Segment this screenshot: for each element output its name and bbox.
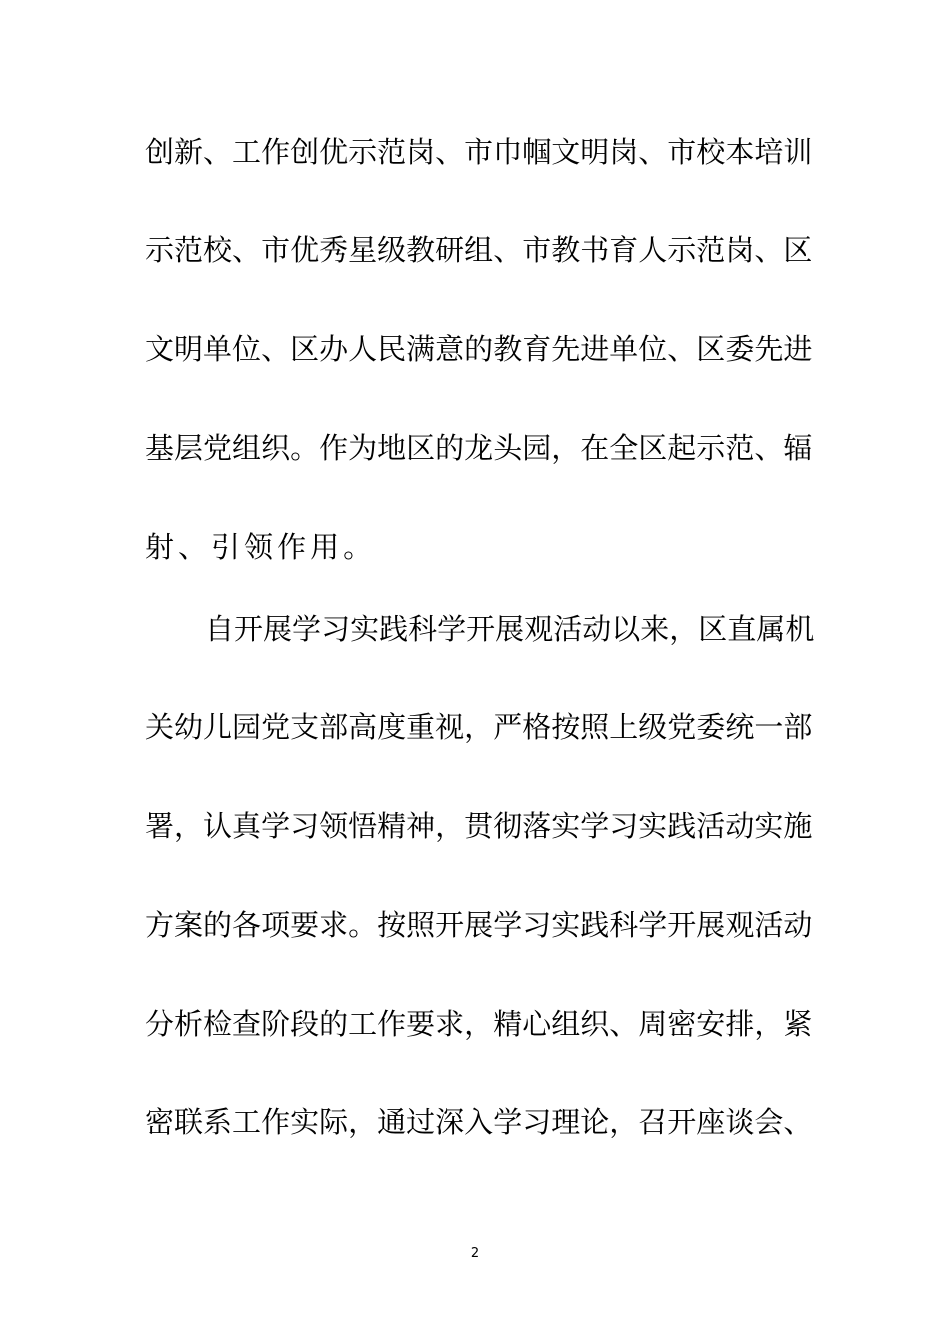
text-char: 、 [754,431,784,465]
text-char: 实 [290,1105,320,1139]
page-number: 2 [470,1246,480,1261]
text-char: 园 [232,710,262,744]
text-char: 先 [754,332,784,366]
text-char: 动 [582,612,612,646]
text-char: 区 [638,431,668,465]
text-char: 精 [493,1007,523,1041]
text-char: 实 [638,809,668,843]
text-char: 习 [321,612,351,646]
text-char: 学 [493,1105,523,1139]
paragraph-first-line [205,609,815,649]
text-char: 开 [234,612,264,646]
text-char: 创 [145,135,175,169]
text-char: 践 [667,809,697,843]
body-text-line [145,132,813,172]
text-char: 活 [553,612,583,646]
text-char: 、 [638,135,668,169]
text-char: 区 [696,332,726,366]
text-char: 关 [145,710,175,744]
text-char: 作 [277,530,311,564]
text-char: 、 [232,233,262,267]
text-char: 市 [667,135,697,169]
text-char: 市 [464,135,494,169]
text-char: 阶 [261,1007,291,1041]
text-char: 高 [348,710,378,744]
text-char: 学 [437,612,467,646]
text-char: 引 [211,530,245,564]
text-char: 岗 [406,135,436,169]
text-char: 段 [290,1007,320,1041]
text-char: 机 [785,612,815,646]
text-char: 要 [406,1007,436,1041]
text-char: 自 [205,612,235,646]
text-char: 组 [551,1007,581,1041]
text-char: 、 [261,332,291,366]
text-char: 案 [174,908,204,942]
text-char: 委 [725,332,755,366]
text-char: 基 [145,431,175,465]
text-char: 认 [203,809,233,843]
text-char: 实 [754,809,784,843]
text-char: 召 [638,1105,668,1139]
text-char: 习 [522,1105,552,1139]
text-char: 培 [754,135,784,169]
text-char: 范 [174,233,204,267]
text-char: 通 [377,1105,407,1139]
text-char: 岗 [609,135,639,169]
text-char: 开 [667,1105,697,1139]
text-char: 区 [406,431,436,465]
text-char: 论 [580,1105,610,1139]
text-char: 、 [783,1105,813,1139]
text-char: 直 [727,612,757,646]
text-char: 以 [611,612,641,646]
text-char: 密 [145,1105,175,1139]
body-text-line [145,527,805,567]
text-char: 深 [435,1105,465,1139]
text-char: 训 [783,135,813,169]
text-char: 排 [725,1007,755,1041]
text-char: 党 [203,431,233,465]
text-char: 先 [551,332,581,366]
text-char: 谈 [725,1105,755,1139]
text-char: 彻 [493,809,523,843]
text-char: 、 [178,530,212,564]
text-char: 全 [609,431,639,465]
text-char: 科 [408,612,438,646]
text-char: 照 [406,908,436,942]
text-char: 心 [522,1007,552,1041]
text-char: 严 [493,710,523,744]
text-char: 开 [435,908,465,942]
text-char: 活 [696,809,726,843]
text-char: 岗 [725,233,755,267]
text-char: 书 [580,233,610,267]
text-char: 组 [232,431,262,465]
text-char: 范 [377,135,407,169]
text-char: 在 [580,431,610,465]
text-char: 织 [580,1007,610,1041]
body-text-line [145,230,813,270]
text-char: 龙 [464,431,494,465]
text-char: 办 [319,332,349,366]
text-char: 位 [232,332,262,366]
text-char: 新 [174,135,204,169]
text-char: 领 [319,809,349,843]
text-char: 学 [580,809,610,843]
text-char: 过 [406,1105,436,1139]
text-char: 展 [263,612,293,646]
text-char: 星 [348,233,378,267]
text-char: 各 [232,908,262,942]
text-char: 格 [522,710,552,744]
text-char: 观 [524,612,554,646]
text-char: 工 [232,135,262,169]
text-char: 项 [261,908,291,942]
text-char: 落 [522,809,552,843]
text-char: 作 [261,1105,291,1139]
body-text-line [145,905,813,945]
text-char: 优 [319,135,349,169]
text-char: ， [435,809,465,843]
text-char: 来 [640,612,670,646]
text-char: 示 [145,233,175,267]
text-char: 织 [261,431,291,465]
text-char: 层 [174,431,204,465]
text-char: 区 [698,612,728,646]
text-char: 学 [638,908,668,942]
text-char: 教 [406,233,436,267]
text-char: 、 [493,233,523,267]
text-char: 优 [290,233,320,267]
text-char: 分 [145,1007,175,1041]
body-text-line [145,1102,813,1142]
text-char: 的 [435,431,465,465]
text-char: 育 [609,233,639,267]
text-char: 座 [696,1105,726,1139]
text-char: 范 [725,431,755,465]
text-char: 精 [377,809,407,843]
text-char: 单 [203,332,233,366]
text-char: 、 [203,135,233,169]
text-char: 按 [551,710,581,744]
text-char: 射 [145,530,179,564]
text-char: ， [551,431,581,465]
text-char: 意 [435,332,465,366]
text-char: 展 [495,612,525,646]
text-char: 进 [580,332,610,366]
text-char: 真 [232,809,262,843]
text-char: 活 [754,908,784,942]
text-char: 为 [348,431,378,465]
text-char: 周 [638,1007,668,1041]
text-char: ， [464,1007,494,1041]
text-char: 安 [696,1007,726,1041]
text-char: 联 [174,1105,204,1139]
text-char: 作 [261,135,291,169]
text-char: 园 [522,431,552,465]
text-char: 部 [783,710,813,744]
text-char: 入 [464,1105,494,1139]
text-char: 党 [667,710,697,744]
text-char: 的 [203,908,233,942]
text-char: 求 [435,1007,465,1041]
text-char: 区 [783,233,813,267]
text-char: 检 [203,1007,233,1041]
text-char: 位 [638,332,668,366]
text-char: 儿 [203,710,233,744]
body-text-line [145,707,813,747]
text-char: ， [609,1105,639,1139]
text-char: 署 [145,809,175,843]
text-char: 市 [522,233,552,267]
text-char: 明 [580,135,610,169]
text-char: 部 [319,710,349,744]
text-char: 巾 [493,135,523,169]
text-char: 、 [754,233,784,267]
text-char: 科 [609,908,639,942]
text-char: 支 [290,710,320,744]
text-char: 示 [348,135,378,169]
text-char: 析 [174,1007,204,1041]
text-char: 际 [319,1105,349,1139]
text-char: 学 [292,612,322,646]
text-char: 习 [522,908,552,942]
text-char: 实 [551,908,581,942]
text-char: 动 [725,809,755,843]
text-char: 开 [667,908,697,942]
text-char: 照 [580,710,610,744]
text-char: 进 [783,332,813,366]
text-char: 、 [667,332,697,366]
text-char: 悟 [348,809,378,843]
text-char: 级 [377,233,407,267]
text-char: 。 [290,431,320,465]
text-char: 校 [696,135,726,169]
text-char: 、 [609,1007,639,1041]
text-char: 展 [696,908,726,942]
text-char: 贯 [464,809,494,843]
text-char: 习 [290,809,320,843]
text-char: 人 [348,332,378,366]
text-char: 按 [377,908,407,942]
text-char: 工 [348,1007,378,1041]
text-char: 观 [725,908,755,942]
text-char: 上 [609,710,639,744]
text-char: 会 [754,1105,784,1139]
text-char: 校 [203,233,233,267]
text-char: 开 [466,612,496,646]
text-char: 党 [261,710,291,744]
text-char: 实 [551,809,581,843]
text-char: 委 [696,710,726,744]
text-char: 示 [667,233,697,267]
text-char: 的 [319,1007,349,1041]
text-char: 系 [203,1105,233,1139]
text-char: 民 [377,332,407,366]
text-char: 幼 [174,710,204,744]
text-char: 作 [319,431,349,465]
body-text-line [145,428,813,468]
text-char: 秀 [319,233,349,267]
text-char: 学 [261,809,291,843]
text-char: 学 [493,908,523,942]
text-char: 范 [696,233,726,267]
text-char: 要 [290,908,320,942]
text-char: 起 [667,431,697,465]
text-char: 的 [464,332,494,366]
text-char: 践 [580,908,610,942]
text-char: 辐 [783,431,813,465]
text-char: 文 [145,332,175,366]
text-char: 级 [638,710,668,744]
text-char: 求 [319,908,349,942]
text-char: ， [669,612,699,646]
text-char: 教 [493,332,523,366]
text-char: ， [348,1105,378,1139]
text-char: 教 [551,233,581,267]
text-char: 帼 [522,135,552,169]
text-char: 文 [551,135,581,169]
text-char: 动 [783,908,813,942]
text-char: ， [174,809,204,843]
text-char: 组 [464,233,494,267]
text-char: 育 [522,332,552,366]
text-char: 方 [145,908,175,942]
text-char: 区 [290,332,320,366]
text-char: 作 [377,1007,407,1041]
text-char: 度 [377,710,407,744]
text-char: 重 [406,710,436,744]
text-char: 市 [261,233,291,267]
text-char: 实 [350,612,380,646]
text-char: 人 [638,233,668,267]
text-char: 展 [464,908,494,942]
text-char: 创 [290,135,320,169]
text-char: 习 [609,809,639,843]
text-char: 、 [435,135,465,169]
text-char: 地 [377,431,407,465]
text-char: 工 [232,1105,262,1139]
text-char: 明 [174,332,204,366]
text-char: 用 [310,530,344,564]
text-char: 密 [667,1007,697,1041]
text-char: 示 [696,431,726,465]
text-char: 本 [725,135,755,169]
text-char: 统 [725,710,755,744]
text-char: 理 [551,1105,581,1139]
text-char: 施 [783,809,813,843]
text-char: 。 [348,908,378,942]
text-char: 视 [435,710,465,744]
text-char: 神 [406,809,436,843]
body-text-line [145,329,813,369]
text-char: 一 [754,710,784,744]
text-char: 头 [493,431,523,465]
text-char: 研 [435,233,465,267]
body-text-line [145,1004,813,1044]
text-char: 践 [379,612,409,646]
text-char: 满 [406,332,436,366]
text-char: ， [754,1007,784,1041]
text-char: 查 [232,1007,262,1041]
text-char: ， [464,710,494,744]
text-char: 紧 [783,1007,813,1041]
text-char: 单 [609,332,639,366]
text-char: 。 [343,530,377,564]
text-char: 领 [244,530,278,564]
body-text-line [145,806,813,846]
text-char: 属 [756,612,786,646]
